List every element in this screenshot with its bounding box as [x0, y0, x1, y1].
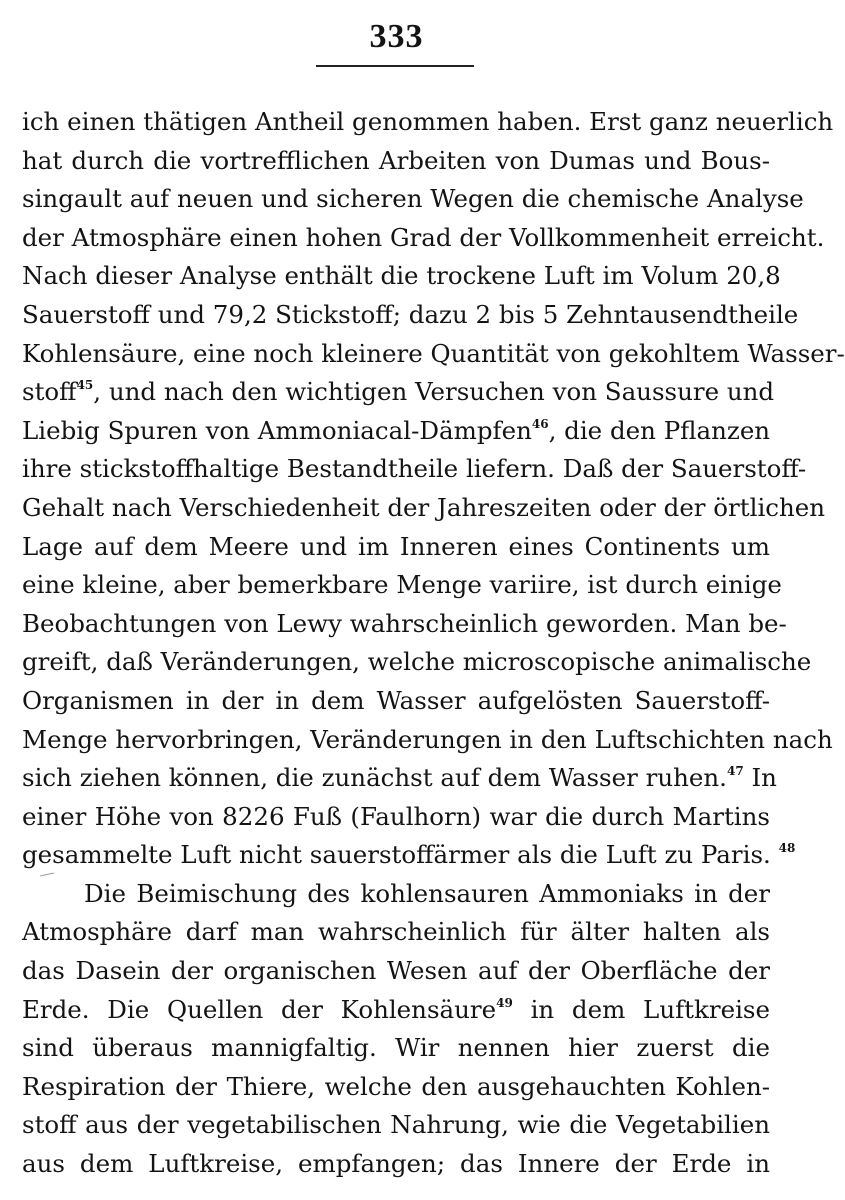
text-line: das Dasein der organischen Wesen auf der Oberfläche der — [22, 956, 770, 986]
text-line: stoff aus der vegetabilischen Nahrung, wie die Vegetabilien — [22, 1110, 770, 1140]
text-line: Gehalt nach Verschiedenheit der Jahreszeiten oder der örtlichen — [22, 492, 826, 522]
text-line: Nach dieser Analyse enthält die trockene Luft im Volum 20,8 — [22, 261, 781, 291]
text-line: eine kleine, aber bemerkbare Menge variire, ist durch einige — [22, 570, 782, 600]
text-line: Sauerstoff und 79,2 Stickstoff; dazu 2 bis 5 Zehntausendtheile — [22, 299, 799, 329]
text-block — [22, 103, 845, 1184]
text-line: ich einen thätigen Antheil genommen haben. Erst ganz neuerlich — [22, 107, 834, 136]
text-line: Menge hervorbringen, Veränderungen in den Luftschichten nach — [22, 724, 833, 754]
text-line: einer Höhe von 8226 Fuß (Faulhorn) war die durch Martins — [22, 801, 770, 831]
text-line: aus dem Luftkreise, empfangen; das Innere der Erde in — [22, 1149, 770, 1179]
text-line: gesammelte Luft nicht sauerstoffärmer als die Luft zu Paris. $^{48}$ — [22, 840, 796, 870]
text-line: Lage auf dem Meere und im Inneren eines Continents um — [22, 531, 770, 561]
footnote-ref[interactable]: 49 — [496, 995, 513, 1010]
footnote-ref[interactable]: 47 — [726, 763, 744, 778]
text-line: greift, daß Veränderungen, welche microscopische animalische — [22, 647, 812, 677]
text-line: ihre stickstoffhaltige Bestandtheile liefern. Daß der Sauerstoff- — [22, 454, 807, 484]
footnote-ref[interactable]: 48 — [778, 841, 796, 856]
footnote-ref[interactable]: 45 — [76, 378, 94, 392]
text-line: der Atmosphäre einen hohen Grad der Vollkommenheit erreicht. — [22, 222, 825, 252]
header-rule — [316, 65, 474, 67]
page-number: 333 — [369, 18, 424, 55]
footnote-ref[interactable]: 46 — [531, 416, 549, 431]
text-line: Die Beimischung des kohlensauren Ammoniaks in der — [84, 878, 770, 908]
text-line: Organismen in der in dem Wasser aufgelösten Sauerstoff- — [22, 685, 770, 715]
text-line: Beobachtungen von Lewy wahrscheinlich geworden. Man be- — [22, 608, 787, 638]
text-line: sich ziehen können, die zunächst auf dem Wasser ruhen.$^{47}$ In — [22, 763, 777, 793]
text-line: Kohlensäure, eine noch kleinere Quantität von gekohltem Wasser- — [22, 338, 845, 368]
text-line: Atmosphäre darf man wahrscheinlich für älter halten als — [22, 917, 770, 947]
text-line: sind überaus mannigfaltig. Wir nennen hier zuerst die — [22, 1033, 770, 1063]
text-line: hat durch die vortrefflichen Arbeiten von Dumas und Bous- — [22, 145, 770, 175]
text-line: Liebig Spuren von Ammoniacal-Dämpfen$^{46}$, die den Pflanzen — [22, 415, 771, 445]
text-line: stoff$^{45}$, und nach den wichtigen Versuchen von Saussure und — [22, 377, 775, 407]
text-line: singault auf neuen und sicheren Wegen die chemische Analyse — [22, 184, 804, 214]
text-line: Respiration der Thiere, welche den ausgehauchten Kohlen- — [22, 1071, 770, 1101]
text-line: Erde. Die Quellen der Kohlensäure$^{49}$ in dem Luftkreise — [22, 994, 770, 1024]
